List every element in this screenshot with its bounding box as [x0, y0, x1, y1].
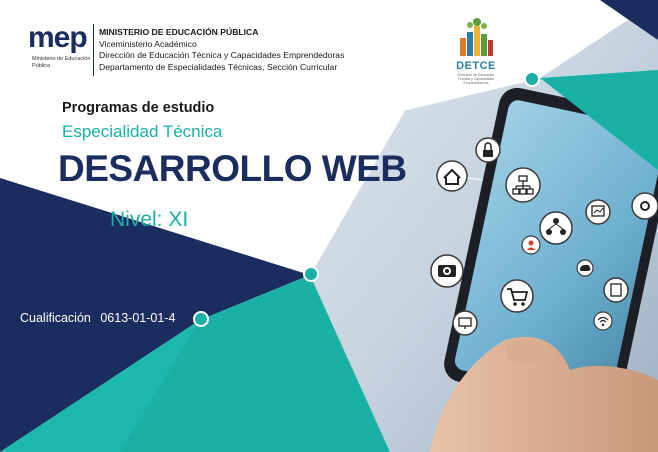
qualification-label: Cualificación: [20, 311, 91, 325]
specialty-label: Especialidad Técnica: [62, 122, 223, 141]
wifi-icon: [594, 312, 612, 330]
program-label: Programas de estudio: [62, 100, 215, 116]
ministry-name: MINISTERIO DE EDUCACIÓN PÚBLICA: [99, 27, 259, 37]
detce-emblem-icon: [448, 16, 504, 60]
header-divider: [93, 24, 94, 76]
user-icon: [522, 236, 540, 254]
institution-header: [99, 27, 344, 73]
direction-name: Dirección de Educación Técnica y Capacidades Emprendedoras: [99, 50, 345, 61]
mep-logo-subtitle: Ministerio de Educación Pública: [32, 56, 91, 69]
detce-tagline: Dirección de Educación Técnica y Capacidades Emprendedoras: [457, 73, 495, 85]
detce-logo: [448, 16, 504, 86]
monitor-icon: [453, 311, 477, 335]
qualification: [20, 311, 181, 325]
settings-icon: [632, 193, 658, 219]
vice-ministry: Viceministerio Académico: [99, 38, 197, 49]
mep-logo-text: mep: [28, 21, 87, 54]
cart-icon: [501, 280, 533, 312]
level-label: Nivel: XI: [110, 208, 189, 231]
mep-logo: [28, 22, 90, 76]
qualification-code: 0613-01-01-4: [100, 311, 176, 325]
chart-icon: [586, 200, 610, 224]
cover-title: DESARROLLO WEB: [58, 148, 407, 189]
people-icon: [540, 212, 572, 244]
document-icon: [604, 278, 628, 302]
home-icon: [437, 161, 467, 191]
cloud-icon: [577, 260, 593, 276]
camera-icon: [431, 255, 463, 287]
lock-icon: [476, 138, 500, 162]
detce-label: DETCE: [456, 60, 496, 72]
department-name: Departamento de Especialidades Técnicas, Sección Curricular: [99, 61, 338, 72]
network-icon: [506, 168, 540, 202]
